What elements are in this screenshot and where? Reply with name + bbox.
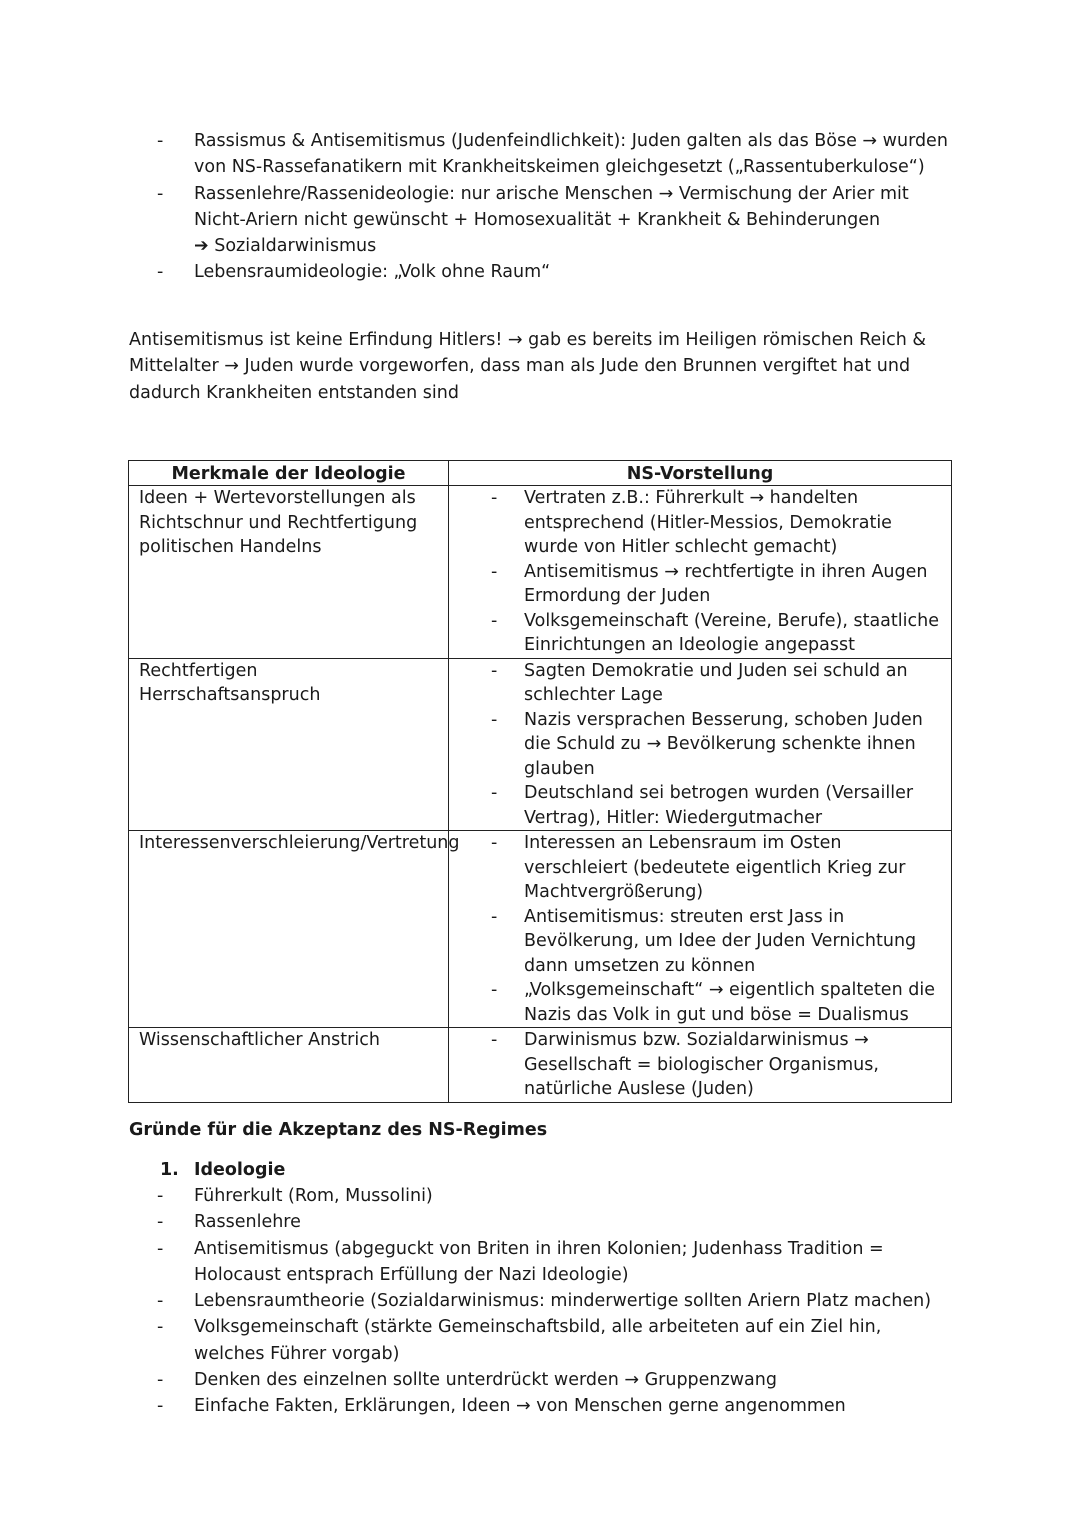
list-item <box>0 1183 954 1209</box>
column-header-ns-vorstellung: NS-Vorstellung <box>449 461 952 486</box>
list-item <box>0 1209 954 1235</box>
table-row <box>129 831 952 1028</box>
bullet-dash: - <box>157 1291 164 1312</box>
list-item <box>0 1314 954 1367</box>
numbered-heading <box>160 1157 285 1183</box>
table-row <box>129 1028 952 1103</box>
row-ns-view <box>449 1028 952 1103</box>
bullet-dash: - <box>157 1238 164 1259</box>
row-ns-view <box>449 831 952 1028</box>
table-row <box>129 486 952 659</box>
row-characteristic: Interessenverschleierung/Vertretung <box>129 831 449 1028</box>
ideology-table <box>128 460 952 1103</box>
row-characteristic: Ideen + Wertevorstellungen als Richtschnur und Rechtfertigung politischen Handelns <box>129 486 449 659</box>
row-characteristic: Wissenschaftlicher Anstrich <box>129 1028 449 1103</box>
list-item-text: Darwinismus bzw. Sozialdarwinismus → Gesellschaft = biologischer Organismus, natürliche Auslese (Juden) <box>524 1030 879 1099</box>
list-item <box>449 609 945 658</box>
list-item-text: Einfache Fakten, Erklärungen, Ideen → von Menschen gerne angenommen <box>194 1396 846 1417</box>
ns-view-list <box>449 659 945 831</box>
list-item <box>449 659 945 708</box>
list-item <box>449 560 945 609</box>
bullet-dash: - <box>157 131 164 151</box>
bullet-dash: - <box>157 1212 164 1233</box>
bullet-dash: - <box>491 660 498 681</box>
list-item-text: Sagten Demokratie und Juden sei schuld an schlechter Lage <box>524 660 908 705</box>
ns-view-list <box>449 486 945 658</box>
ns-view-list <box>449 1028 945 1102</box>
bullet-dash: - <box>491 610 498 631</box>
bullet-dash: - <box>491 906 498 927</box>
sub-arrow-item <box>0 233 1080 259</box>
list-item-text: Antisemitismus → rechtfertigte in ihren Augen Ermordung der Juden <box>524 561 928 606</box>
row-ns-view <box>449 658 952 831</box>
bullet-dash: - <box>491 1030 498 1050</box>
list-item-text: Lebensraumideologie: „Volk ohne Raum“ <box>194 262 551 283</box>
column-header-merkmale: Merkmale der Ideologie <box>129 461 449 486</box>
list-item-text: Rassenlehre <box>194 1212 301 1233</box>
list-item <box>0 181 954 234</box>
list-item <box>0 1393 954 1419</box>
list-item-text: Rassismus & Antisemitismus (Judenfeindlichkeit): Juden galten als das Böse → wurden von NS-Rassefanatikern mit Krankheitskeimen gleichgesetzt („Rassentuberkulose“) <box>194 131 948 178</box>
list-item-text: Volksgemeinschaft (stärkte Gemeinschaftsbild, alle arbeiteten auf ein Ziel hin, welches Führer vorgab) <box>194 1317 882 1364</box>
bullet-dash: - <box>157 1186 164 1206</box>
list-item-text: Nazis versprachen Besserung, schoben Juden die Schuld zu → Bevölkerung schenkte ihnen glauben <box>524 709 923 779</box>
bullet-dash: - <box>157 1317 164 1338</box>
ns-view-list <box>449 831 945 1027</box>
antisemitism-paragraph: Antisemitismus ist keine Erfindung Hitlers! → gab es bereits im Heiligen römischen Reich & Mittelalter → Juden wurde vorgeworfen, dass man als Jude den Brunnen vergiftet hat und dadurch Krankheiten entstanden sind <box>129 330 927 403</box>
heading-title: Ideologie <box>194 1160 286 1180</box>
row-characteristic: Rechtfertigen Herrschaftsanspruch <box>129 658 449 831</box>
list-item <box>0 1236 954 1289</box>
bullet-dash: - <box>491 488 498 508</box>
list-item <box>0 1367 954 1393</box>
list-item-text: Deutschland sei betrogen wurden (Versailler Vertrag), Hitler: Wiedergutmacher <box>524 783 914 828</box>
list-item-text: Interessen an Lebensraum im Osten verschleiert (bedeutete eigentlich Krieg zur Machtvergrößerung) <box>524 833 906 902</box>
heading-number: 1. <box>160 1160 179 1180</box>
bullet-dash: - <box>491 980 498 1000</box>
list-item-text: Vertraten z.B.: Führerkult → handelten entsprechend (Hitler-Messios, Demokratie wurde von Hitler schlecht gemacht) <box>524 488 892 557</box>
list-item <box>449 831 945 905</box>
bullet-dash: - <box>157 1370 164 1391</box>
list-item <box>449 708 945 782</box>
bullet-dash: - <box>157 183 164 204</box>
list-item-text: Rassenlehre/Rassenideologie: nur arische Menschen → Vermischung der Arier mit Nicht-Ariern nicht gewünscht + Homosexualität + Krankheit & Behinderungen <box>194 183 909 230</box>
list-item-text: Antisemitismus: streuten erst Jass in Bevölkerung, um Idee der Juden Vernichtung dann umsetzen zu können <box>524 906 917 976</box>
list-item-text: Denken des einzelnen sollte unterdrückt werden → Gruppenzwang <box>194 1370 777 1391</box>
bullet-dash: - <box>491 783 498 803</box>
list-item-text: Volksgemeinschaft (Vereine, Berufe), staatliche Einrichtungen an Ideologie angepasst <box>524 610 939 655</box>
list-item <box>449 781 945 830</box>
acceptance-reasons-list <box>0 1183 1080 1420</box>
list-item-text: Antisemitismus (abgeguckt von Briten in ihren Kolonien; Judenhass Tradition = Holocaust entsprach Erfüllung der Nazi Ideologie) <box>194 1238 884 1285</box>
list-item <box>449 905 945 979</box>
ideology-bullet-list <box>0 128 1080 286</box>
list-item <box>0 259 954 285</box>
bullet-dash: - <box>157 262 164 283</box>
section-heading: Gründe für die Akzeptanz des NS-Regimes <box>129 1120 548 1140</box>
sub-arrow-text: ➔ Sozialdarwinismus <box>194 236 377 257</box>
bullet-dash: - <box>491 833 498 853</box>
table-header-row <box>129 461 952 486</box>
list-item <box>449 978 945 1027</box>
list-item <box>0 1288 954 1314</box>
list-item-text: Lebensraumtheorie (Sozialdarwinismus: minderwertige sollten Ariern Platz machen) <box>194 1291 932 1312</box>
table-row <box>129 658 952 831</box>
bullet-dash: - <box>491 561 498 582</box>
list-item-text: Führerkult (Rom, Mussolini) <box>194 1186 433 1206</box>
row-ns-view <box>449 486 952 659</box>
list-item-text: „Volksgemeinschaft“ → eigentlich spalteten die Nazis das Volk in gut und böse = Dualismus <box>524 980 935 1025</box>
list-item <box>0 128 954 181</box>
list-item <box>449 1028 945 1102</box>
bullet-dash: - <box>157 1396 164 1417</box>
list-item <box>449 486 945 560</box>
bullet-dash: - <box>491 709 498 730</box>
